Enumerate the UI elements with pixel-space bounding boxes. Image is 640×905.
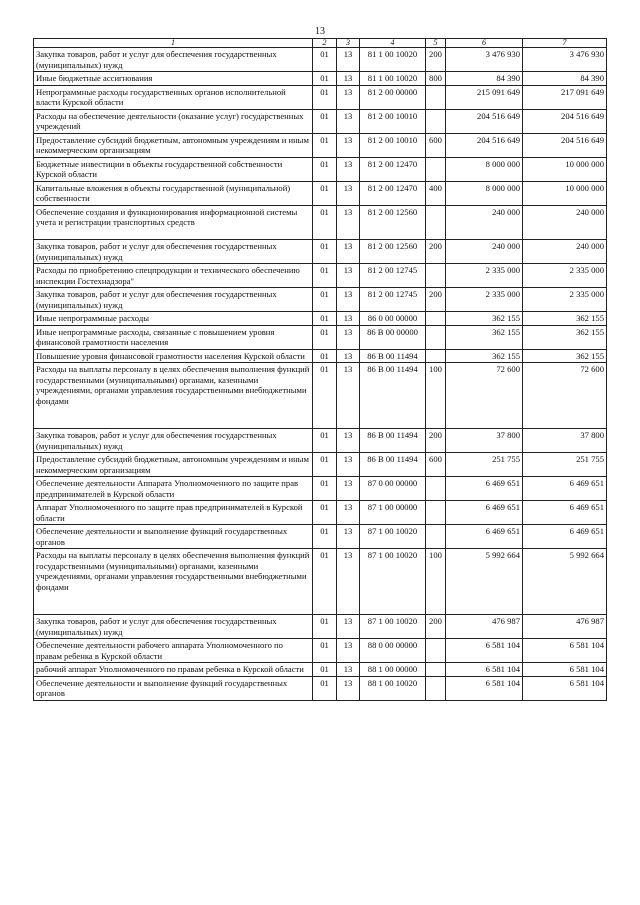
table-row xyxy=(34,312,607,326)
target-article-code: 86 В 00 11494 xyxy=(360,363,426,429)
subsection-code: 13 xyxy=(337,477,360,501)
subsection-code: 13 xyxy=(337,133,360,157)
table-row xyxy=(34,109,607,133)
section-code: 01 xyxy=(313,663,337,677)
amount-year-1: 362 155 xyxy=(446,325,523,349)
amount-year-2: 6 581 104 xyxy=(523,676,607,700)
expense-type-code xyxy=(426,264,446,288)
row-description: Непрограммные расходы государственных органов исполнительной власти Курской области xyxy=(34,85,313,109)
table-body xyxy=(34,48,607,701)
target-article-code: 81 2 00 00000 xyxy=(360,85,426,109)
target-article-code: 87 1 00 10020 xyxy=(360,615,426,639)
subsection-code: 13 xyxy=(337,429,360,453)
amount-year-1: 8 000 000 xyxy=(446,157,523,181)
section-code: 01 xyxy=(313,429,337,453)
section-code: 01 xyxy=(313,109,337,133)
target-article-code: 86 В 00 11494 xyxy=(360,429,426,453)
amount-year-1: 251 755 xyxy=(446,453,523,477)
target-article-code: 81 2 00 12560 xyxy=(360,205,426,240)
table-row xyxy=(34,349,607,363)
target-article-code: 87 0 00 00000 xyxy=(360,477,426,501)
section-code: 01 xyxy=(313,639,337,663)
table-header xyxy=(34,39,607,48)
amount-year-2: 240 000 xyxy=(523,240,607,264)
expense-type-code xyxy=(426,663,446,677)
amount-year-2: 72 600 xyxy=(523,363,607,429)
subsection-code: 13 xyxy=(337,205,360,240)
row-description: Обеспечение деятельности и выполнение функций государственных органов xyxy=(34,525,313,549)
target-article-code: 88 1 00 00000 xyxy=(360,663,426,677)
page-number: 13 xyxy=(315,26,325,37)
expense-type-code xyxy=(426,109,446,133)
amount-year-2: 37 800 xyxy=(523,429,607,453)
row-description: Капитальные вложения в объекты государственной (муниципальной) собственности xyxy=(34,181,313,205)
column-number: 4 xyxy=(360,39,426,48)
target-article-code: 86 0 00 00000 xyxy=(360,312,426,326)
row-description: Обеспечение деятельности и выполнение функций государственных органов xyxy=(34,676,313,700)
amount-year-2: 204 516 649 xyxy=(523,133,607,157)
amount-year-2: 10 000 000 xyxy=(523,181,607,205)
expense-type-code xyxy=(426,477,446,501)
table-row xyxy=(34,48,607,72)
section-code: 01 xyxy=(313,48,337,72)
table-row xyxy=(34,264,607,288)
target-article-code: 87 1 00 10020 xyxy=(360,525,426,549)
target-article-code: 88 1 00 10020 xyxy=(360,676,426,700)
row-description: Обеспечение деятельности Аппарата Уполномоченного по защите прав предпринимателей в Курской области xyxy=(34,477,313,501)
table-row xyxy=(34,639,607,663)
amount-year-2: 476 987 xyxy=(523,615,607,639)
section-code: 01 xyxy=(313,312,337,326)
column-number-row xyxy=(34,39,607,48)
expense-type-code: 600 xyxy=(426,453,446,477)
section-code: 01 xyxy=(313,85,337,109)
table-row xyxy=(34,325,607,349)
subsection-code: 13 xyxy=(337,288,360,312)
subsection-code: 13 xyxy=(337,525,360,549)
amount-year-2: 362 155 xyxy=(523,312,607,326)
subsection-code: 13 xyxy=(337,264,360,288)
section-code: 01 xyxy=(313,264,337,288)
amount-year-1: 6 581 104 xyxy=(446,676,523,700)
expense-type-code: 200 xyxy=(426,48,446,72)
table-row xyxy=(34,205,607,240)
expense-type-code: 800 xyxy=(426,72,446,86)
row-description: Расходы на выплаты персоналу в целях обеспечения выполнения функций государственными (муниципальными) органами, казенными учреждениями, органами управления государственными внебюджетными фондами xyxy=(34,363,313,429)
subsection-code: 13 xyxy=(337,363,360,429)
row-description: Закупка товаров, работ и услуг для обеспечения государственных (муниципальных) нужд xyxy=(34,240,313,264)
section-code: 01 xyxy=(313,676,337,700)
amount-year-2: 3 476 930 xyxy=(523,48,607,72)
table-row xyxy=(34,525,607,549)
table-row xyxy=(34,85,607,109)
table-row xyxy=(34,549,607,615)
target-article-code: 81 2 00 10010 xyxy=(360,133,426,157)
amount-year-2: 2 335 000 xyxy=(523,264,607,288)
expense-type-code: 400 xyxy=(426,181,446,205)
amount-year-2: 240 000 xyxy=(523,205,607,240)
target-article-code: 81 1 00 10020 xyxy=(360,72,426,86)
target-article-code: 86 В 00 11494 xyxy=(360,453,426,477)
amount-year-2: 251 755 xyxy=(523,453,607,477)
column-number: 2 xyxy=(313,39,337,48)
expense-type-code: 100 xyxy=(426,363,446,429)
table-row xyxy=(34,133,607,157)
row-description: Предоставление субсидий бюджетным, автономным учреждениям и иным некоммерческим организациям xyxy=(34,453,313,477)
section-code: 01 xyxy=(313,157,337,181)
row-description: Закупка товаров, работ и услуг для обеспечения государственных (муниципальных) нужд xyxy=(34,288,313,312)
target-article-code: 81 2 00 12470 xyxy=(360,181,426,205)
subsection-code: 13 xyxy=(337,453,360,477)
target-article-code: 88 0 00 00000 xyxy=(360,639,426,663)
amount-year-2: 6 581 104 xyxy=(523,663,607,677)
expense-type-code: 200 xyxy=(426,615,446,639)
expense-type-code xyxy=(426,349,446,363)
table-row xyxy=(34,477,607,501)
expense-type-code xyxy=(426,205,446,240)
section-code: 01 xyxy=(313,615,337,639)
amount-year-2: 217 091 649 xyxy=(523,85,607,109)
section-code: 01 xyxy=(313,240,337,264)
subsection-code: 13 xyxy=(337,181,360,205)
table-row xyxy=(34,72,607,86)
target-article-code: 81 2 00 10010 xyxy=(360,109,426,133)
table-row xyxy=(34,240,607,264)
section-code: 01 xyxy=(313,363,337,429)
amount-year-1: 6 469 651 xyxy=(446,477,523,501)
expense-type-code xyxy=(426,312,446,326)
row-description: Иные непрограммные расходы, связанные с повышением уровня финансовой грамотности населения xyxy=(34,325,313,349)
budget-table xyxy=(33,38,607,701)
row-description: Аппарат Уполномоченного по защите прав предпринимателей в Курской области xyxy=(34,501,313,525)
subsection-code: 13 xyxy=(337,109,360,133)
amount-year-1: 215 091 649 xyxy=(446,85,523,109)
row-description: Обеспечение деятельности рабочего аппарата Уполномоченного по правам ребенка в Курской области xyxy=(34,639,313,663)
amount-year-1: 72 600 xyxy=(446,363,523,429)
row-description: рабочий аппарат Уполномоченного по правам ребенка в Курской области xyxy=(34,663,313,677)
subsection-code: 13 xyxy=(337,501,360,525)
amount-year-1: 6 469 651 xyxy=(446,525,523,549)
amount-year-2: 6 469 651 xyxy=(523,501,607,525)
row-description: Закупка товаров, работ и услуг для обеспечения государственных (муниципальных) нужд xyxy=(34,429,313,453)
subsection-code: 13 xyxy=(337,240,360,264)
table-row xyxy=(34,429,607,453)
amount-year-2: 6 469 651 xyxy=(523,525,607,549)
amount-year-1: 476 987 xyxy=(446,615,523,639)
row-description: Закупка товаров, работ и услуг для обеспечения государственных (муниципальных) нужд xyxy=(34,615,313,639)
target-article-code: 86 В 00 00000 xyxy=(360,325,426,349)
section-code: 01 xyxy=(313,181,337,205)
amount-year-1: 240 000 xyxy=(446,205,523,240)
amount-year-1: 3 476 930 xyxy=(446,48,523,72)
amount-year-2: 5 992 664 xyxy=(523,549,607,615)
table-row xyxy=(34,663,607,677)
target-article-code: 86 В 00 11494 xyxy=(360,349,426,363)
amount-year-2: 362 155 xyxy=(523,325,607,349)
column-number: 3 xyxy=(337,39,360,48)
row-description: Предоставление субсидий бюджетным, автономным учреждениям и иным некоммерческим организациям xyxy=(34,133,313,157)
amount-year-1: 204 516 649 xyxy=(446,109,523,133)
subsection-code: 13 xyxy=(337,549,360,615)
section-code: 01 xyxy=(313,325,337,349)
subsection-code: 13 xyxy=(337,663,360,677)
amount-year-2: 84 390 xyxy=(523,72,607,86)
amount-year-1: 84 390 xyxy=(446,72,523,86)
table-row xyxy=(34,363,607,429)
expense-type-code: 200 xyxy=(426,288,446,312)
subsection-code: 13 xyxy=(337,72,360,86)
table-row xyxy=(34,501,607,525)
subsection-code: 13 xyxy=(337,312,360,326)
table-row xyxy=(34,288,607,312)
amount-year-1: 37 800 xyxy=(446,429,523,453)
amount-year-1: 8 000 000 xyxy=(446,181,523,205)
amount-year-1: 362 155 xyxy=(446,349,523,363)
expense-type-code xyxy=(426,325,446,349)
subsection-code: 13 xyxy=(337,48,360,72)
section-code: 01 xyxy=(313,288,337,312)
expense-type-code xyxy=(426,501,446,525)
section-code: 01 xyxy=(313,133,337,157)
amount-year-2: 6 581 104 xyxy=(523,639,607,663)
section-code: 01 xyxy=(313,501,337,525)
target-article-code: 81 2 00 12745 xyxy=(360,288,426,312)
row-description: Иные бюджетные ассигнования xyxy=(34,72,313,86)
subsection-code: 13 xyxy=(337,85,360,109)
table-row xyxy=(34,676,607,700)
section-code: 01 xyxy=(313,477,337,501)
row-description: Бюджетные инвестиции в объекты государственной собственности Курской области xyxy=(34,157,313,181)
amount-year-1: 6 581 104 xyxy=(446,639,523,663)
table-row xyxy=(34,181,607,205)
amount-year-2: 362 155 xyxy=(523,349,607,363)
amount-year-1: 2 335 000 xyxy=(446,288,523,312)
section-code: 01 xyxy=(313,453,337,477)
column-number: 7 xyxy=(523,39,607,48)
section-code: 01 xyxy=(313,525,337,549)
expense-type-code: 100 xyxy=(426,549,446,615)
expense-type-code: 200 xyxy=(426,240,446,264)
column-number: 1 xyxy=(34,39,313,48)
subsection-code: 13 xyxy=(337,676,360,700)
subsection-code: 13 xyxy=(337,157,360,181)
amount-year-1: 6 581 104 xyxy=(446,663,523,677)
amount-year-1: 362 155 xyxy=(446,312,523,326)
amount-year-1: 240 000 xyxy=(446,240,523,264)
subsection-code: 13 xyxy=(337,325,360,349)
amount-year-1: 204 516 649 xyxy=(446,133,523,157)
expense-type-code: 200 xyxy=(426,429,446,453)
expense-type-code xyxy=(426,525,446,549)
expense-type-code: 600 xyxy=(426,133,446,157)
subsection-code: 13 xyxy=(337,349,360,363)
column-number: 6 xyxy=(446,39,523,48)
expense-type-code xyxy=(426,676,446,700)
row-description: Повышение уровня финансовой грамотности населения Курской области xyxy=(34,349,313,363)
target-article-code: 81 1 00 10020 xyxy=(360,48,426,72)
section-code: 01 xyxy=(313,205,337,240)
row-description: Закупка товаров, работ и услуг для обеспечения государственных (муниципальных) нужд xyxy=(34,48,313,72)
subsection-code: 13 xyxy=(337,639,360,663)
amount-year-2: 6 469 651 xyxy=(523,477,607,501)
row-description: Расходы на выплаты персоналу в целях обеспечения выполнения функций государственными (муниципальными) органами, казенными учреждениями, органами управления государственными внебюджетными фондами xyxy=(34,549,313,615)
row-description: Иные непрограммные расходы xyxy=(34,312,313,326)
target-article-code: 81 2 00 12560 xyxy=(360,240,426,264)
section-code: 01 xyxy=(313,72,337,86)
amount-year-1: 2 335 000 xyxy=(446,264,523,288)
amount-year-2: 204 516 649 xyxy=(523,109,607,133)
row-description: Обеспечение создания и функционирования информационной системы учета и регистрации транспортных средств xyxy=(34,205,313,240)
expense-type-code xyxy=(426,157,446,181)
section-code: 01 xyxy=(313,349,337,363)
target-article-code: 87 1 00 10020 xyxy=(360,549,426,615)
table-row xyxy=(34,615,607,639)
target-article-code: 81 2 00 12745 xyxy=(360,264,426,288)
column-number: 5 xyxy=(426,39,446,48)
amount-year-2: 10 000 000 xyxy=(523,157,607,181)
expense-type-code xyxy=(426,639,446,663)
row-description: Расходы на обеспечение деятельности (оказание услуг) государственных учреждений xyxy=(34,109,313,133)
amount-year-1: 5 992 664 xyxy=(446,549,523,615)
amount-year-2: 2 335 000 xyxy=(523,288,607,312)
row-description: Расходы по приобретению спецпродукции и технического обеспечению инспекции Гостехнадзора" xyxy=(34,264,313,288)
target-article-code: 87 1 00 00000 xyxy=(360,501,426,525)
section-code: 01 xyxy=(313,549,337,615)
amount-year-1: 6 469 651 xyxy=(446,501,523,525)
subsection-code: 13 xyxy=(337,615,360,639)
table-row xyxy=(34,453,607,477)
expense-type-code xyxy=(426,85,446,109)
target-article-code: 81 2 00 12470 xyxy=(360,157,426,181)
table-row xyxy=(34,157,607,181)
